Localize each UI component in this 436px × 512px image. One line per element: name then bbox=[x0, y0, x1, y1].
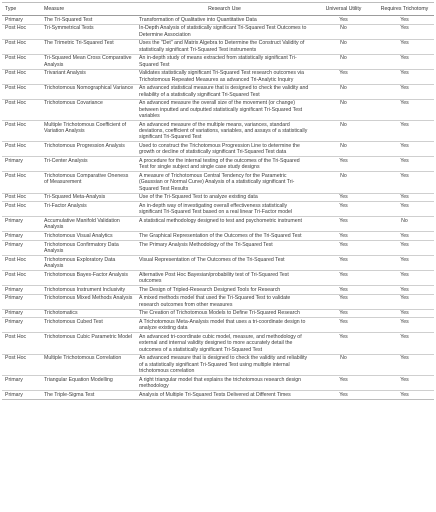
cell-requires-trichotomy: Yes bbox=[374, 24, 434, 39]
table-row bbox=[2, 202, 434, 217]
cell-requires-trichotomy: Yes bbox=[374, 39, 434, 54]
cell-measure: Trichotomous Visual Analytics bbox=[41, 232, 136, 241]
cell-research-use: An advanced measure that is designed to check the validity and reliability of a statistically significant Tri-Squared Test using multiple internal trichotomous correlation bbox=[136, 354, 312, 375]
cell-requires-trichotomy: Yes bbox=[374, 256, 434, 271]
cell-universal-utility: Yes bbox=[312, 376, 374, 391]
cell-research-use: Transformation of Qualitative into Quantitative Data bbox=[136, 16, 312, 25]
cell-requires-trichotomy: Yes bbox=[374, 309, 434, 318]
table-row bbox=[2, 54, 434, 69]
cell-requires-trichotomy: Yes bbox=[374, 333, 434, 354]
cell-universal-utility: Yes bbox=[312, 271, 374, 286]
cell-measure: Trichotomous Cubic Parametric Model bbox=[41, 333, 136, 354]
table-row bbox=[2, 121, 434, 142]
cell-research-use: Validates statistically significant Tri-Squared Test research outcomes via Trichotomous Repeated Measures as advanced Tri-Analytic Inquiry bbox=[136, 69, 312, 84]
cell-universal-utility: Yes bbox=[312, 241, 374, 256]
cell-type: Primary bbox=[2, 16, 41, 25]
cell-universal-utility: No bbox=[312, 142, 374, 157]
table-body bbox=[2, 16, 434, 400]
cell-research-use: An advanced statistical measure that is designed to check the validity and reliability of a statistically significant Tri-Squared Test bbox=[136, 84, 312, 99]
table-header-row bbox=[2, 3, 434, 16]
cell-universal-utility: No bbox=[312, 121, 374, 142]
cell-research-use: A measure of Trichotomous Central Tendency for the Parametric (Gaussian or Normal Curve) Analysis of a statistically significant Tri-Squared Test Results bbox=[136, 172, 312, 193]
cell-requires-trichotomy: Yes bbox=[374, 84, 434, 99]
cell-measure: Trichotomous Progression Analysis bbox=[41, 142, 136, 157]
cell-requires-trichotomy: Yes bbox=[374, 294, 434, 309]
cell-measure: Trichotomatics bbox=[41, 309, 136, 318]
cell-universal-utility: Yes bbox=[312, 391, 374, 400]
table-row bbox=[2, 271, 434, 286]
cell-research-use: The Graphical Representation of the Outcomes of the Tri-Squared Test bbox=[136, 232, 312, 241]
cell-requires-trichotomy: Yes bbox=[374, 99, 434, 120]
cell-requires-trichotomy: Yes bbox=[374, 202, 434, 217]
measures-table bbox=[2, 2, 434, 400]
header-type: Type bbox=[2, 3, 41, 16]
cell-universal-utility: Yes bbox=[312, 309, 374, 318]
cell-type: Primary bbox=[2, 286, 41, 295]
cell-type: Primary bbox=[2, 376, 41, 391]
cell-universal-utility: Yes bbox=[312, 16, 374, 25]
cell-universal-utility: No bbox=[312, 24, 374, 39]
cell-research-use: A mixed methods model that used the Tri-Squared Test to validate research outcomes from other measures bbox=[136, 294, 312, 309]
table-row bbox=[2, 241, 434, 256]
table-row bbox=[2, 172, 434, 193]
cell-type: Primary bbox=[2, 217, 41, 232]
cell-research-use: An advanced measure the overall size of the movement (or change) between inputted and outputted statistically significant Tri-Squared Test variables bbox=[136, 99, 312, 120]
cell-research-use: The Creation of Trichotomous Models to Define Tri-Squared Research bbox=[136, 309, 312, 318]
table-row bbox=[2, 318, 434, 333]
cell-requires-trichotomy: Yes bbox=[374, 376, 434, 391]
cell-universal-utility: Yes bbox=[312, 318, 374, 333]
cell-type: Primary bbox=[2, 318, 41, 333]
cell-research-use: An in-depth study of means extracted from statistically significant Tri-Squared Test bbox=[136, 54, 312, 69]
header-research-use: Research Use bbox=[136, 3, 312, 16]
cell-measure: Tri-Factor Analysis bbox=[41, 202, 136, 217]
cell-research-use: A statistical methodology designed to test and psychometric instrument bbox=[136, 217, 312, 232]
cell-type: Post Hoc bbox=[2, 99, 41, 120]
cell-research-use: The Primary Analysis Methodology of the Tri-Squared Test bbox=[136, 241, 312, 256]
cell-measure: Trichotomous Confirmatory Data Analysis bbox=[41, 241, 136, 256]
cell-research-use: A Trichotomous Meta-Analysis model that uses a tri-coordinate design to analyze existing data bbox=[136, 318, 312, 333]
cell-type: Primary bbox=[2, 232, 41, 241]
cell-measure: Tri-Squared Mean Cross Comparative Analysis bbox=[41, 54, 136, 69]
cell-requires-trichotomy: Yes bbox=[374, 286, 434, 295]
cell-requires-trichotomy: Yes bbox=[374, 193, 434, 202]
cell-type: Post Hoc bbox=[2, 84, 41, 99]
table-row bbox=[2, 157, 434, 172]
header-universal-utility: Universal Utility bbox=[312, 3, 374, 16]
table-row bbox=[2, 142, 434, 157]
cell-universal-utility: No bbox=[312, 99, 374, 120]
cell-universal-utility: Yes bbox=[312, 333, 374, 354]
cell-requires-trichotomy: Yes bbox=[374, 232, 434, 241]
cell-requires-trichotomy: Yes bbox=[374, 271, 434, 286]
cell-universal-utility: Yes bbox=[312, 232, 374, 241]
cell-measure: Multiple Trichotomous Coefficient of Variation Analysis bbox=[41, 121, 136, 142]
cell-measure: Trichotomous Nomographical Variance bbox=[41, 84, 136, 99]
cell-requires-trichotomy: Yes bbox=[374, 318, 434, 333]
table-row bbox=[2, 391, 434, 400]
header-requires-trichotomy: Requires Trichotomy bbox=[374, 3, 434, 16]
cell-universal-utility: Yes bbox=[312, 157, 374, 172]
cell-universal-utility: Yes bbox=[312, 256, 374, 271]
cell-measure: Triangular Equation Modelling bbox=[41, 376, 136, 391]
table-row bbox=[2, 84, 434, 99]
cell-measure: Tri-Center Analysis bbox=[41, 157, 136, 172]
cell-measure: Trichotomous Comparative Oneness of Measurement bbox=[41, 172, 136, 193]
cell-measure: Trichotomous Instrument Inclusivity bbox=[41, 286, 136, 295]
cell-type: Primary bbox=[2, 241, 41, 256]
cell-measure: Tri-Squared Meta-Analysis bbox=[41, 193, 136, 202]
cell-type: Post Hoc bbox=[2, 202, 41, 217]
cell-research-use: Use of the Tri-Squared Test to analyze existing data bbox=[136, 193, 312, 202]
cell-measure: The Tri-Squared Test bbox=[41, 16, 136, 25]
cell-measure: The Trimetric Tri-Squared Test bbox=[41, 39, 136, 54]
cell-measure: Multiple Trichotomous Correlation bbox=[41, 354, 136, 375]
cell-type: Post Hoc bbox=[2, 256, 41, 271]
table-row bbox=[2, 354, 434, 375]
table-row bbox=[2, 376, 434, 391]
table-row bbox=[2, 286, 434, 295]
cell-research-use: Visual Representation of The Outcomes of the Tri-Squared Test bbox=[136, 256, 312, 271]
table-row bbox=[2, 256, 434, 271]
cell-type: Primary bbox=[2, 294, 41, 309]
cell-requires-trichotomy: Yes bbox=[374, 121, 434, 142]
cell-type: Post Hoc bbox=[2, 333, 41, 354]
cell-requires-trichotomy: Yes bbox=[374, 354, 434, 375]
cell-requires-trichotomy: Yes bbox=[374, 157, 434, 172]
cell-universal-utility: No bbox=[312, 54, 374, 69]
table-row bbox=[2, 294, 434, 309]
cell-measure: Accumulative Manifold Validation Analysis bbox=[41, 217, 136, 232]
cell-universal-utility: Yes bbox=[312, 286, 374, 295]
cell-requires-trichotomy: Yes bbox=[374, 54, 434, 69]
cell-research-use: In-Depth Analysis of statistically significant Tri-Squared Test Outcomes to Determine Association bbox=[136, 24, 312, 39]
cell-universal-utility: Yes bbox=[312, 294, 374, 309]
table-row bbox=[2, 69, 434, 84]
cell-research-use: An in-depth way of investigating overall effectiveness statistically significant Tri-Squared Test based on a real linear Tri-Factor model bbox=[136, 202, 312, 217]
cell-requires-trichotomy: Yes bbox=[374, 16, 434, 25]
cell-research-use: A right triangular model that explains the trichotomous research design methodology bbox=[136, 376, 312, 391]
cell-requires-trichotomy: No bbox=[374, 217, 434, 232]
cell-research-use: Uses the "Det" and Matrix Algebra to Determine the Construct Validity of statistically significant Tri-Squared Test instruments bbox=[136, 39, 312, 54]
table-row bbox=[2, 232, 434, 241]
cell-research-use: The Design of Tripled-Research Designed Tools for Research bbox=[136, 286, 312, 295]
table-row bbox=[2, 99, 434, 120]
cell-measure: The Triple-Sigma Test bbox=[41, 391, 136, 400]
cell-requires-trichotomy: Yes bbox=[374, 69, 434, 84]
cell-universal-utility: Yes bbox=[312, 202, 374, 217]
cell-type: Post Hoc bbox=[2, 24, 41, 39]
cell-type: Primary bbox=[2, 157, 41, 172]
cell-universal-utility: No bbox=[312, 354, 374, 375]
cell-type: Post Hoc bbox=[2, 172, 41, 193]
cell-type: Post Hoc bbox=[2, 54, 41, 69]
cell-measure: Trichotomous Mixed Methods Analysis bbox=[41, 294, 136, 309]
cell-type: Post Hoc bbox=[2, 271, 41, 286]
cell-measure: Trichotomous Covariance bbox=[41, 99, 136, 120]
table-row bbox=[2, 217, 434, 232]
cell-research-use: A procedure for the internal testing of the outcomes of the Tri-Squared Test for single subject and single case study designs bbox=[136, 157, 312, 172]
cell-type: Post Hoc bbox=[2, 39, 41, 54]
header-measure: Measure bbox=[41, 3, 136, 16]
cell-universal-utility: No bbox=[312, 84, 374, 99]
cell-measure: Trichotomous Bayes-Factor Analysis bbox=[41, 271, 136, 286]
cell-universal-utility: Yes bbox=[312, 69, 374, 84]
table-row bbox=[2, 309, 434, 318]
table-row bbox=[2, 24, 434, 39]
table-row bbox=[2, 16, 434, 25]
cell-research-use: An advanced measure of the multiple means, variances, standard deviations, coefficient of variations, variables, and assays of a statistically significant Tri-Squared Test bbox=[136, 121, 312, 142]
cell-universal-utility: Yes bbox=[312, 217, 374, 232]
cell-type: Primary bbox=[2, 391, 41, 400]
cell-requires-trichotomy: Yes bbox=[374, 172, 434, 193]
table-row bbox=[2, 333, 434, 354]
cell-universal-utility: No bbox=[312, 172, 374, 193]
cell-type: Post Hoc bbox=[2, 193, 41, 202]
table-row bbox=[2, 39, 434, 54]
cell-measure: Tri-Symmetrical Tests bbox=[41, 24, 136, 39]
cell-measure: Trichotomous Exploratory Data Analysis bbox=[41, 256, 136, 271]
cell-requires-trichotomy: Yes bbox=[374, 391, 434, 400]
cell-research-use: Analysis of Multiple Tri-Squared Tests Delivered at Different Times bbox=[136, 391, 312, 400]
cell-type: Post Hoc bbox=[2, 69, 41, 84]
cell-requires-trichotomy: Yes bbox=[374, 142, 434, 157]
cell-measure: Trivariant Analysis bbox=[41, 69, 136, 84]
cell-universal-utility: Yes bbox=[312, 193, 374, 202]
cell-type: Post Hoc bbox=[2, 121, 41, 142]
cell-measure: Trichotomous Cubed Test bbox=[41, 318, 136, 333]
cell-requires-trichotomy: Yes bbox=[374, 241, 434, 256]
cell-type: Primary bbox=[2, 309, 41, 318]
cell-type: Post Hoc bbox=[2, 354, 41, 375]
cell-research-use: Used to construct the Trichotomous Progression Line to determine the growth or decline of statistically significant Tri-Squared Test data bbox=[136, 142, 312, 157]
cell-research-use: Alternative Post Hoc Bayesian/probability test of Tri-Squared Test outcomes bbox=[136, 271, 312, 286]
cell-research-use: An advanced tri-coordinate cubic model, measure, and methodology of external and internal validity designed to more accurately detail the outcomes of a statistically significant Tri-Squared Test bbox=[136, 333, 312, 354]
cell-universal-utility: No bbox=[312, 39, 374, 54]
cell-type: Post Hoc bbox=[2, 142, 41, 157]
table-row bbox=[2, 193, 434, 202]
